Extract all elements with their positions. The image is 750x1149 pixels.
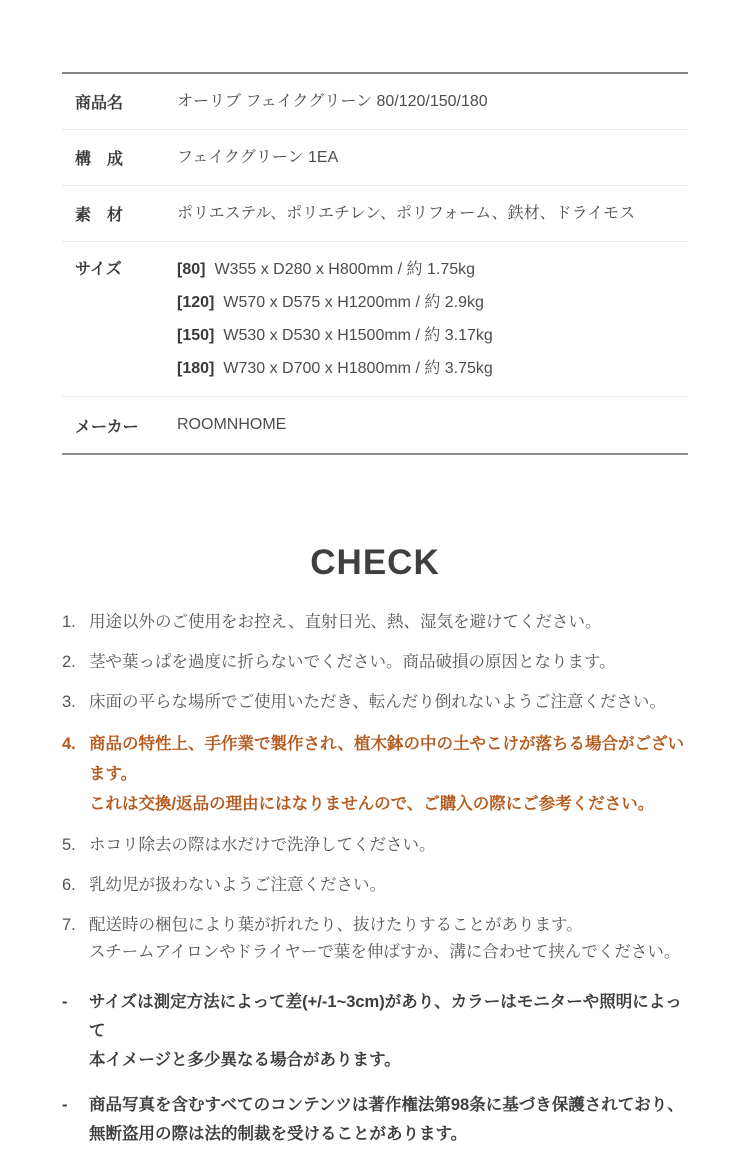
spec-label-size: サイズ — [75, 261, 122, 278]
size-line-120 — [177, 286, 493, 319]
footnote-size-tolerance — [62, 988, 688, 1075]
size-tag-120: [120] — [177, 294, 215, 311]
check-item-number: 3. — [62, 693, 76, 711]
check-item-4-highlighted — [62, 729, 688, 819]
footnote-copyright — [62, 1091, 688, 1149]
size-text-180: W730 x D700 x H1800mm / 約 3.75kg — [223, 360, 493, 377]
spec-row-size — [62, 242, 688, 397]
spec-row-material — [62, 186, 688, 242]
spec-table — [62, 72, 688, 455]
size-text-150: W530 x D530 x H1500mm / 約 3.17kg — [223, 327, 493, 344]
check-item-7 — [62, 912, 688, 966]
check-section — [62, 543, 688, 1149]
check-item-line: スチームアイロンやドライヤーで葉を伸ばすか、溝に合わせて挟んでください。 — [89, 943, 681, 961]
check-item-text — [89, 689, 666, 716]
spec-value-maker: ROOMNHOME — [177, 416, 287, 433]
check-item-number: 5. — [62, 836, 76, 854]
spec-row-composition — [62, 130, 688, 186]
check-item-2 — [62, 649, 688, 676]
check-item-line: これは交換/返品の理由にはなりませんので、ご購入の際にご参考ください。 — [89, 795, 655, 813]
check-item-line: 商品の特性上、手作業で製作され、植木鉢の中の土やこけが落ちる場合がございます。 — [89, 735, 684, 783]
check-item-text — [89, 729, 688, 819]
check-item-text — [89, 912, 680, 966]
size-tag-150: [150] — [177, 327, 215, 344]
spec-value-composition: フェイクグリーン 1EA — [177, 148, 339, 166]
spec-label-material: 素 材 — [75, 207, 124, 224]
footnote-text — [89, 1091, 684, 1149]
size-line-80 — [177, 253, 493, 286]
size-line-150 — [177, 319, 493, 352]
spec-row-product-name — [62, 74, 688, 130]
check-list — [62, 609, 688, 966]
size-tag-80: [80] — [177, 261, 206, 278]
size-text-120: W570 x D575 x H1200mm / 約 2.9kg — [223, 294, 484, 311]
footnote-line: 無断盗用の際は法的制裁を受けることがあります。 — [89, 1125, 468, 1143]
check-item-number: 2. — [62, 653, 76, 671]
check-item-line: ホコリ除去の際は水だけで洗浄してください。 — [89, 836, 436, 854]
size-lines — [177, 253, 493, 385]
check-item-line: 配送時の梱包により葉が折れたり、抜けたりすることがあります。 — [89, 916, 583, 934]
size-tag-180: [180] — [177, 360, 215, 377]
check-item-line: 用途以外のご使用をお控え、直射日光、熱、湿気を避けてください。 — [89, 613, 602, 631]
check-item-text — [89, 872, 386, 899]
check-section-title: CHECK — [310, 543, 440, 582]
check-item-number: 6. — [62, 876, 76, 894]
check-item-6 — [62, 872, 688, 899]
spec-row-maker — [62, 397, 688, 453]
spec-label-maker: メーカー — [75, 418, 139, 436]
check-item-text — [89, 832, 436, 859]
footnote-dash: - — [62, 993, 68, 1011]
spec-label-product-name: 商品名 — [75, 95, 124, 112]
footnotes — [62, 988, 688, 1149]
check-item-text — [89, 649, 616, 676]
check-item-5 — [62, 832, 688, 859]
check-item-number: 7. — [62, 916, 76, 934]
check-item-number: 1. — [62, 613, 76, 631]
footnote-line: サイズは測定方法によって差(+/-1~3cm)があり、カラーはモニターや照明によって — [89, 993, 682, 1040]
size-line-180 — [177, 352, 493, 385]
footnote-line: 商品写真を含むすべてのコンテンツは著作権法第98条に基づき保護されており、 — [89, 1096, 684, 1114]
check-item-line: 茎や葉っぱを過度に折らないでください。商品破損の原因となります。 — [89, 653, 616, 671]
spec-value-product-name: オーリブ フェイクグリーン 80/120/150/180 — [177, 92, 488, 110]
check-item-1 — [62, 609, 688, 636]
spec-value-material: ポリエステル、ポリエチレン、ポリフォーム、鉄材、ドライモス — [177, 204, 636, 222]
check-item-number: 4. — [62, 735, 76, 753]
check-item-line: 床面の平らな場所でご使用いただき、転んだり倒れないようご注意ください。 — [89, 693, 666, 711]
footnote-text — [89, 988, 688, 1075]
size-text-80: W355 x D280 x H800mm / 約 1.75kg — [214, 261, 476, 278]
check-item-3 — [62, 689, 688, 716]
check-item-text — [89, 609, 602, 636]
spec-label-composition: 構 成 — [75, 151, 124, 168]
check-item-line: 乳幼児が扱わないようご注意ください。 — [89, 876, 386, 894]
footnote-dash: - — [62, 1096, 68, 1114]
footnote-line: 本イメージと多少異なる場合があります。 — [89, 1051, 401, 1069]
